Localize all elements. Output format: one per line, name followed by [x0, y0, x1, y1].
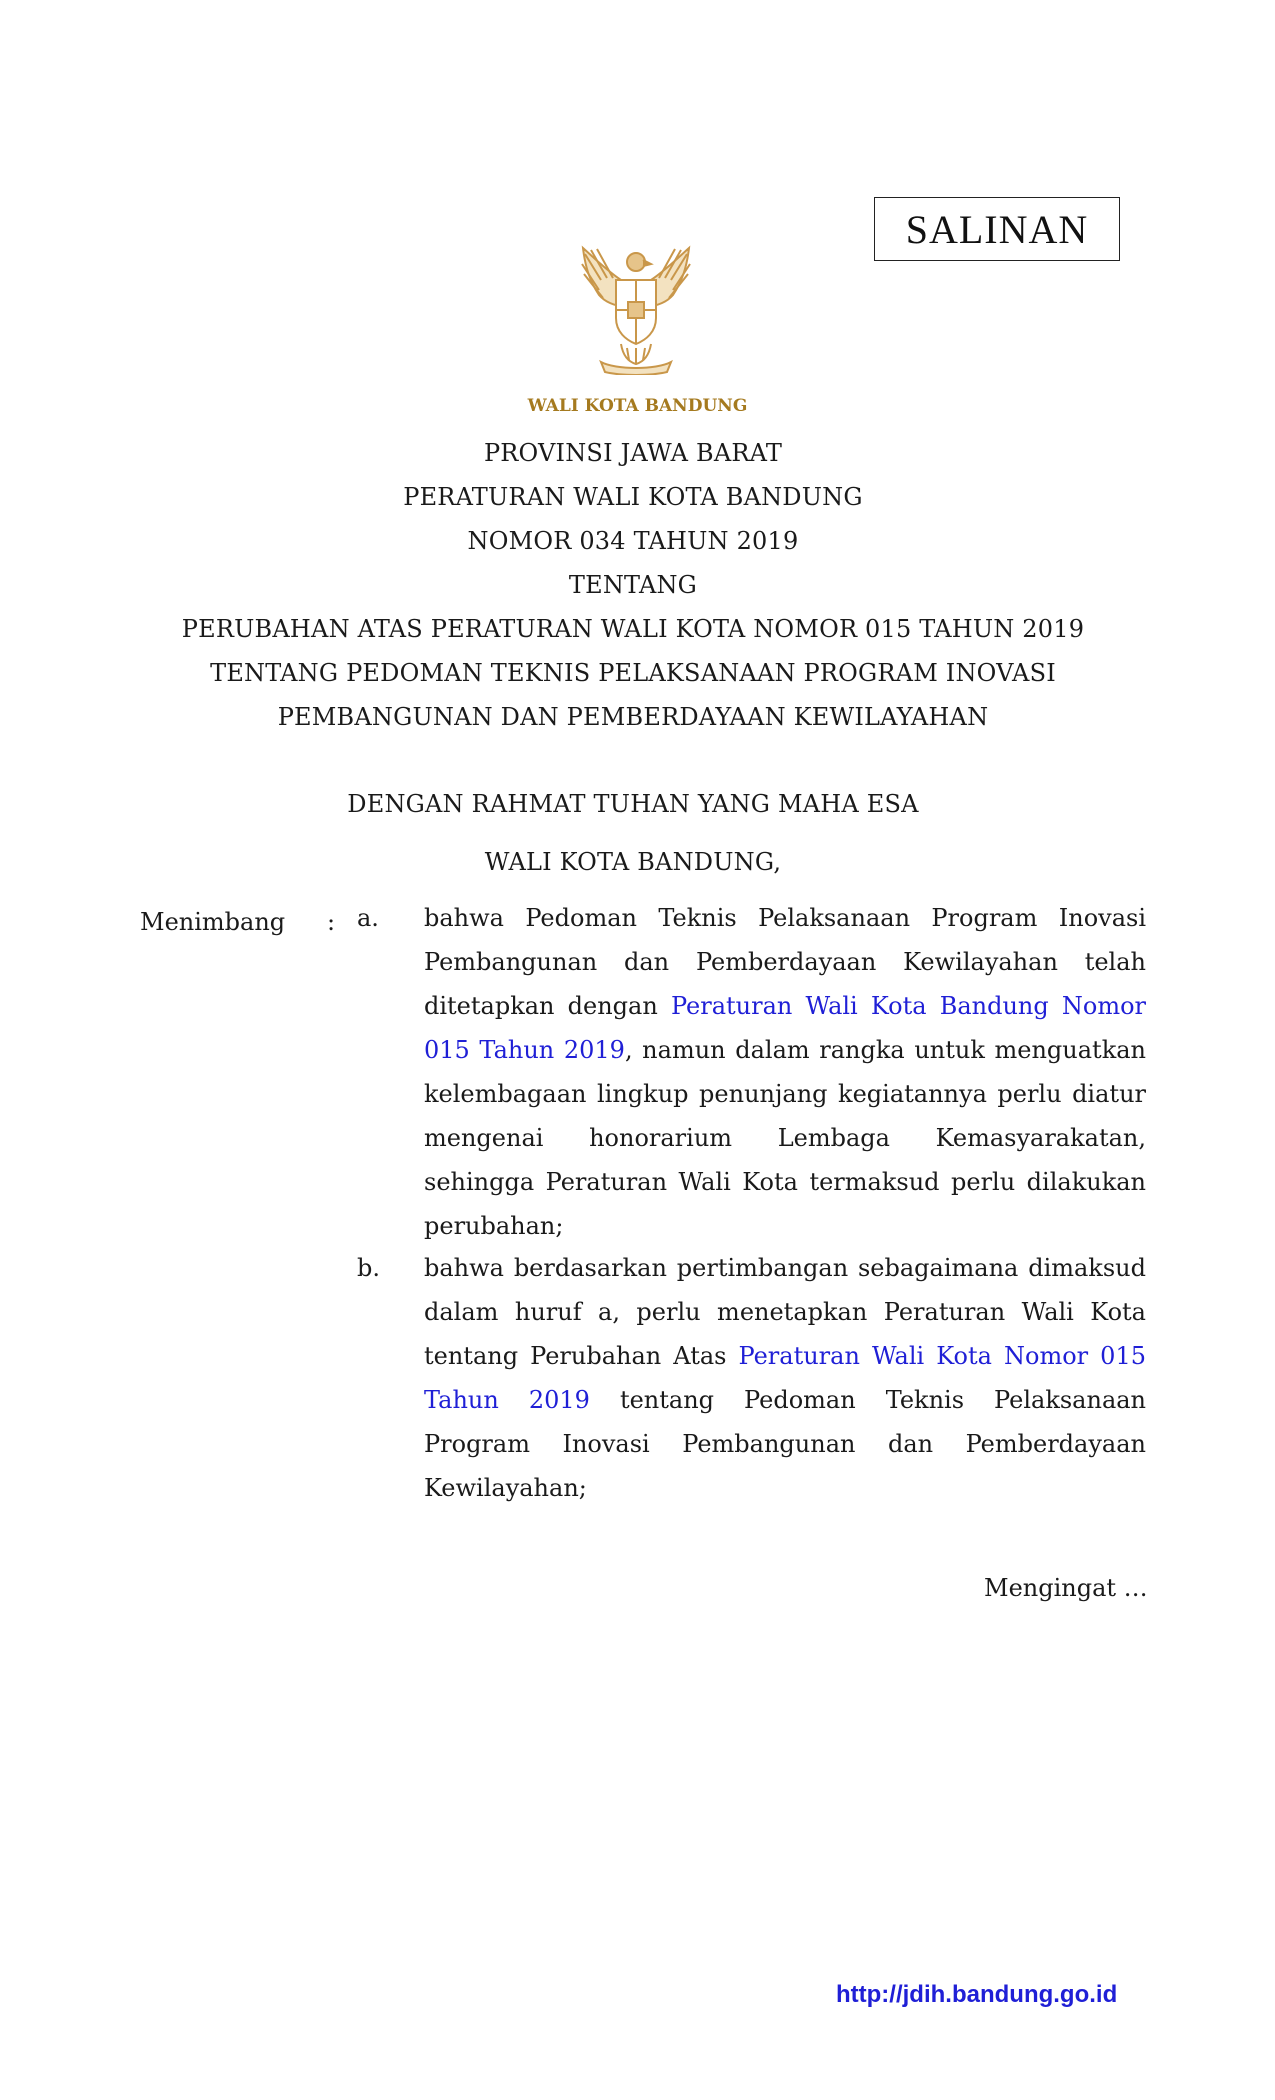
- continuation-marker: Mengingat …: [984, 1574, 1148, 1602]
- footer-url-link[interactable]: http://jdih.bandung.go.id: [836, 1981, 1118, 2008]
- item-text: bahwa berdasarkan pertimbangan sebagaimana dimaksud dalam huruf a, perlu menetapkan Peraturan Wali Kota tentang Perubahan Atas: [424, 1254, 1146, 1370]
- about-heading: TENTANG: [568, 571, 698, 599]
- considering-colon: :: [327, 908, 336, 936]
- item-marker: b.: [357, 1254, 380, 1282]
- province-heading: PROVINSI JAWA BARAT: [483, 439, 783, 467]
- title-line-2: TENTANG PEDOMAN TEKNIS PELAKSANAAN PROGRAM INOVASI: [210, 659, 1056, 687]
- considering-label: Menimbang: [140, 908, 286, 936]
- title-line-3: PEMBANGUNAN DAN PEMBERDAYAAN KEWILAYAHAN: [277, 703, 989, 731]
- item-marker: a.: [357, 904, 379, 932]
- regulation-type-heading: PERATURAN WALI KOTA BANDUNG: [403, 483, 863, 511]
- salinan-stamp: SALINAN: [874, 197, 1120, 261]
- authority-line: WALI KOTA BANDUNG,: [484, 848, 782, 876]
- item-text: bahwa Pedoman Teknis Pelaksanaan Program Inovasi Pembangunan dan Pemberdayaan Kewilayahan telah ditetapkan dengan: [424, 904, 1146, 1020]
- title-line-1: PERUBAHAN ATAS PERATURAN WALI KOTA NOMOR 015 TAHUN 2019: [181, 615, 1085, 643]
- regulation-reference-link[interactable]: Peraturan Wali Kota Nomor 015 Tahun 2019: [424, 1342, 1146, 1414]
- garuda-pancasila-icon: [571, 240, 701, 375]
- consideration-item-b: [424, 1246, 1146, 1510]
- item-text: , namun dalam rangka untuk menguatkan kelembagaan lingkup penunjang kegiatannya perlu diatur mengenai honorarium Lembaga Kemasyarakatan, sehingga Peraturan Wali Kota termaksud perlu dilakukan perubahan;: [424, 1036, 1146, 1240]
- regulation-number-heading: NOMOR 034 TAHUN 2019: [467, 527, 799, 555]
- issuer-name: WALI KOTA BANDUNG: [527, 396, 748, 416]
- regulation-reference-link[interactable]: Peraturan Wali Kota Bandung Nomor 015 Tahun 2019: [424, 992, 1147, 1064]
- consideration-item-a: [424, 896, 1146, 1248]
- blessing-line: DENGAN RAHMAT TUHAN YANG MAHA ESA: [347, 790, 919, 818]
- item-text: tentang Pedoman Teknis Pelaksanaan Program Inovasi Pembangunan dan Pemberdayaan Kewilayahan;: [424, 1386, 1147, 1502]
